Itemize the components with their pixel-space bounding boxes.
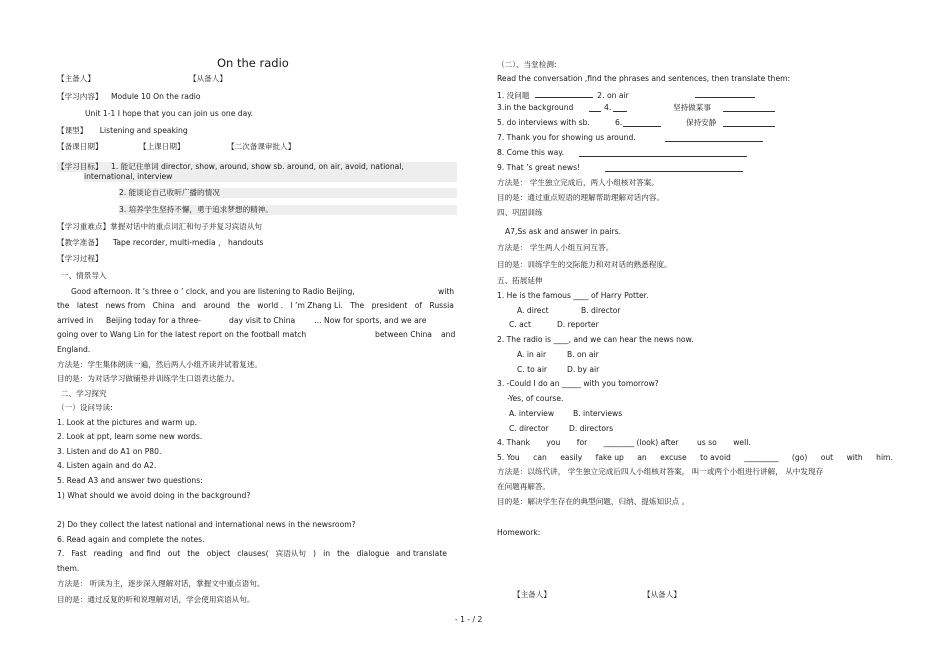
word: Fast <box>71 549 87 558</box>
word: well. <box>733 438 751 447</box>
blank-line[interactable] <box>665 133 763 142</box>
word: out <box>820 453 834 462</box>
exercise-1: 1. He is the famous ____ of Harry Potter. <box>497 291 649 300</box>
passage-line-1-end: with <box>438 287 455 296</box>
goal-text-3: 目的是：通过重点短语的理解帮助理解对话内容。 <box>497 193 665 202</box>
option[interactable]: A. in air <box>517 350 547 359</box>
word: _________ <box>744 453 779 462</box>
word: 5. You <box>497 453 520 462</box>
blank-line[interactable] <box>613 103 627 112</box>
word: excuse <box>660 453 687 462</box>
word: in <box>323 549 331 558</box>
step-3: 3. Listen and do A1 on P80. <box>57 447 162 456</box>
content-value: Module 10 On the radio <box>110 92 201 101</box>
item-1 <box>497 89 629 101</box>
step-2: 2. Look at ppt, learn some new words. <box>57 432 203 441</box>
item-4: 4. <box>604 103 612 112</box>
passage-line-1: Good afternoon. It ’s three o ’ clock, and you are listening to Radio Beijing, <box>71 287 355 296</box>
blank-line[interactable] <box>579 148 747 157</box>
word: president <box>371 301 408 310</box>
word: 宾语从句 <box>275 549 306 558</box>
blank-line[interactable] <box>589 103 601 112</box>
word: and find <box>129 549 161 558</box>
method-3: 方法是： 学生独立完成后，两人小组核对答案。 <box>497 178 659 187</box>
passage-line-4a: going over to Wang Lin for the latest report on the football match <box>57 330 307 339</box>
word: 4. Thank <box>497 438 530 447</box>
word: easily <box>560 453 583 462</box>
passage-line-3d: … Now for sports, and we are <box>314 316 427 325</box>
test-instruction: Read the conversation ,find the phrases and sentences, then translate them: <box>497 74 791 83</box>
exercise-5 <box>497 453 893 463</box>
goal-2: 2. 能谈论自己收听广播的情况 <box>119 188 457 198</box>
review-label: 【二次备课审批人】 <box>227 142 296 151</box>
item-2-label: 2. on air <box>597 91 629 100</box>
word: an <box>637 453 647 462</box>
word: object <box>206 549 231 558</box>
option[interactable]: A. direct <box>517 306 549 315</box>
option[interactable]: C. act <box>509 320 531 329</box>
doc-title: On the radio <box>217 56 289 70</box>
prep-date-label: 【备课日期】 <box>57 142 103 151</box>
word: ) <box>313 549 317 558</box>
test-title: （二）、当堂检测: <box>497 60 557 69</box>
goals-row <box>57 162 457 172</box>
teaching-aids-row <box>57 238 264 248</box>
method-2: 方法是： 听读为主，逐步深入理解对话，掌握文中重点语句。 <box>57 579 265 588</box>
word: clauses( <box>237 549 269 558</box>
goal-1: 1. 能记住单词 director, show, around, show sb. around, on air, avoid, national, <box>110 162 404 171</box>
goal-text-5: 目的是：解决学生存在的典型问题，归纳、提炼知识点 。 <box>497 497 690 506</box>
exercise-4 <box>497 438 751 448</box>
word: ________ (look) after <box>603 438 679 447</box>
section-5-title: 五、拓展延伸 <box>497 276 543 285</box>
unit-line: Unit 1-1 I hope that you can join us one day. <box>85 109 254 118</box>
method-5: 方法是：以练代讲， 学生独立完成后四人小组核对答案， 叫一或两个小组进行讲解， 从中发现存 <box>497 467 824 476</box>
section-2-title: 二、学习探究 <box>61 389 107 398</box>
word: for <box>576 438 588 447</box>
word: the <box>187 549 200 558</box>
word: dialogue <box>356 549 390 558</box>
word: the <box>337 549 350 558</box>
word: latest <box>76 301 99 310</box>
goals-label: 【学习目标】 <box>57 162 103 171</box>
word: I ’m Zhang Li. <box>290 301 343 310</box>
option[interactable]: B. director <box>581 306 621 315</box>
blank-line[interactable] <box>723 103 775 112</box>
step-5: 5. Read A3 and answer two questions: <box>57 476 203 485</box>
exercise-3: 3. -Could I do an _____ with you tomorrow? <box>497 379 659 388</box>
blank-line[interactable] <box>535 89 593 98</box>
page-number: - 1 - / 2 <box>455 615 483 624</box>
blank-line[interactable] <box>723 118 775 127</box>
word: China <box>152 301 175 310</box>
goal-text-1: 目的是：为对话学习做铺垫并训练学生口语表达能力。 <box>57 374 240 383</box>
class-date-label: 【上课日期】 <box>139 142 185 151</box>
homework-label: Homework: <box>497 528 541 537</box>
passage-line-3c: day visit to China <box>229 316 296 325</box>
goal-text-2: 目的是：通过反复的听和说理解对话，学会使用宾语从句。 <box>57 595 255 604</box>
a7-line: A7,Ss ask and answer in pairs. <box>505 227 622 236</box>
blank-line[interactable] <box>623 118 661 127</box>
option[interactable]: C. director <box>509 424 549 433</box>
teaching-aids-value: Tape recorder, multi-media ， handouts <box>112 238 264 247</box>
word: of <box>414 301 423 310</box>
method-4: 方法是： 学生两人小组互问互答。 <box>497 243 614 252</box>
word: him. <box>876 453 893 462</box>
word: world . <box>257 301 284 310</box>
blank-line[interactable] <box>695 89 755 98</box>
section-2-sub: （一）设问导读: <box>57 403 113 412</box>
word: reading <box>93 549 123 558</box>
word: 7. <box>57 549 65 558</box>
item-9: 9. That ’s great news! <box>497 163 581 172</box>
step-4: 4. Listen again and do A2. <box>57 461 157 470</box>
type-row <box>57 126 188 136</box>
footer-main-preparer: 【主备人】 <box>513 590 551 599</box>
passage-line-4c: and <box>441 330 456 339</box>
word: can <box>533 453 547 462</box>
passage-line-3b: Beijing today for a three- <box>106 316 202 325</box>
word: The <box>350 301 365 310</box>
goal-3: 3. 培养学生坚持不懈，勇于追求梦想的精神。 <box>119 205 457 215</box>
item-6: 6. <box>615 118 623 127</box>
step-7-cont: them. <box>57 564 80 573</box>
type-label: 【课型】 <box>57 126 88 135</box>
blank-line[interactable] <box>605 163 743 172</box>
exercise-3-reply: -Yes, of course. <box>507 394 564 403</box>
step-6: 6. Read again and complete the notes. <box>57 535 205 544</box>
item-8: 8. Come this way. <box>497 148 565 157</box>
passage-line-5: England. <box>57 345 91 354</box>
passage-line-3a: arrived in <box>57 316 94 325</box>
footer-sub-preparer: 【从备人】 <box>643 590 681 599</box>
word: and translate <box>396 549 447 558</box>
word: around <box>203 301 231 310</box>
word: Russia <box>429 301 454 310</box>
option[interactable]: D. reporter <box>557 320 599 329</box>
exercise-2: 2. The radio is ____, and we can hear the news now. <box>497 335 694 344</box>
passage-line-2 <box>57 301 454 311</box>
goal-text-4: 目的是：训练学生的交际能力和对对话的熟悉程度。 <box>497 260 672 269</box>
content-row <box>57 92 201 102</box>
main-preparer-label: 【主备人】 <box>57 74 95 83</box>
type-value: Listening and speaking <box>99 126 188 135</box>
section-4-title: 四、巩固训练 <box>497 208 543 217</box>
goal-1-cont: international, interview <box>84 172 457 182</box>
passage-line-4b: between China <box>375 330 432 339</box>
process-label: 【学习过程】 <box>57 254 103 263</box>
teaching-aids-label: 【教学准备】 <box>57 238 103 247</box>
item-4-cn: 坚持做某事 <box>673 103 711 112</box>
word: the <box>237 301 250 310</box>
word: news from <box>105 301 146 310</box>
option[interactable]: A. interview <box>509 409 555 418</box>
option[interactable]: D. by air <box>567 365 600 374</box>
question-1: 1) What should we avoid doing in the background? <box>57 491 251 500</box>
word: with <box>846 453 863 462</box>
word: (go) <box>791 453 808 462</box>
item-7: 7. Thank you for showing us around. <box>497 133 636 142</box>
word: fake up <box>595 453 624 462</box>
step-7 <box>57 549 447 559</box>
step-1: 1. Look at the pictures and warm up. <box>57 418 198 427</box>
item-3: 3.in the background <box>497 103 574 112</box>
option[interactable]: C. to air <box>517 365 548 374</box>
item-5: 5. do interviews with sb. <box>497 118 590 127</box>
word: the <box>57 301 70 310</box>
sub-preparer-label: 【从备人】 <box>189 74 227 83</box>
word: us so <box>696 438 717 447</box>
method-1: 方法是：学生集体朗读一遍，然后两人小组齐读并试着复述。 <box>57 360 263 369</box>
key-points: 【学习重难点】掌握对话中的重点词汇和句子并复习宾语从句 <box>57 222 263 231</box>
word: to avoid <box>700 453 731 462</box>
word: and <box>181 301 197 310</box>
word: you <box>546 438 561 447</box>
method-5-cont: 在问题再解答。 <box>497 482 551 491</box>
option[interactable]: B. interviews <box>573 409 623 418</box>
word: out <box>167 549 181 558</box>
section-1-title: 一、情景导入 <box>61 271 107 280</box>
option[interactable]: D. directors <box>569 424 614 433</box>
question-2: 2) Do they collect the latest national and international news in the newsroom? <box>57 520 356 529</box>
option[interactable]: B. on air <box>567 350 599 359</box>
content-label: 【学习内容】 <box>57 92 103 101</box>
item-6-cn: 保持安静 <box>686 118 717 127</box>
item-1-label: 1. 没问题 <box>497 91 530 100</box>
